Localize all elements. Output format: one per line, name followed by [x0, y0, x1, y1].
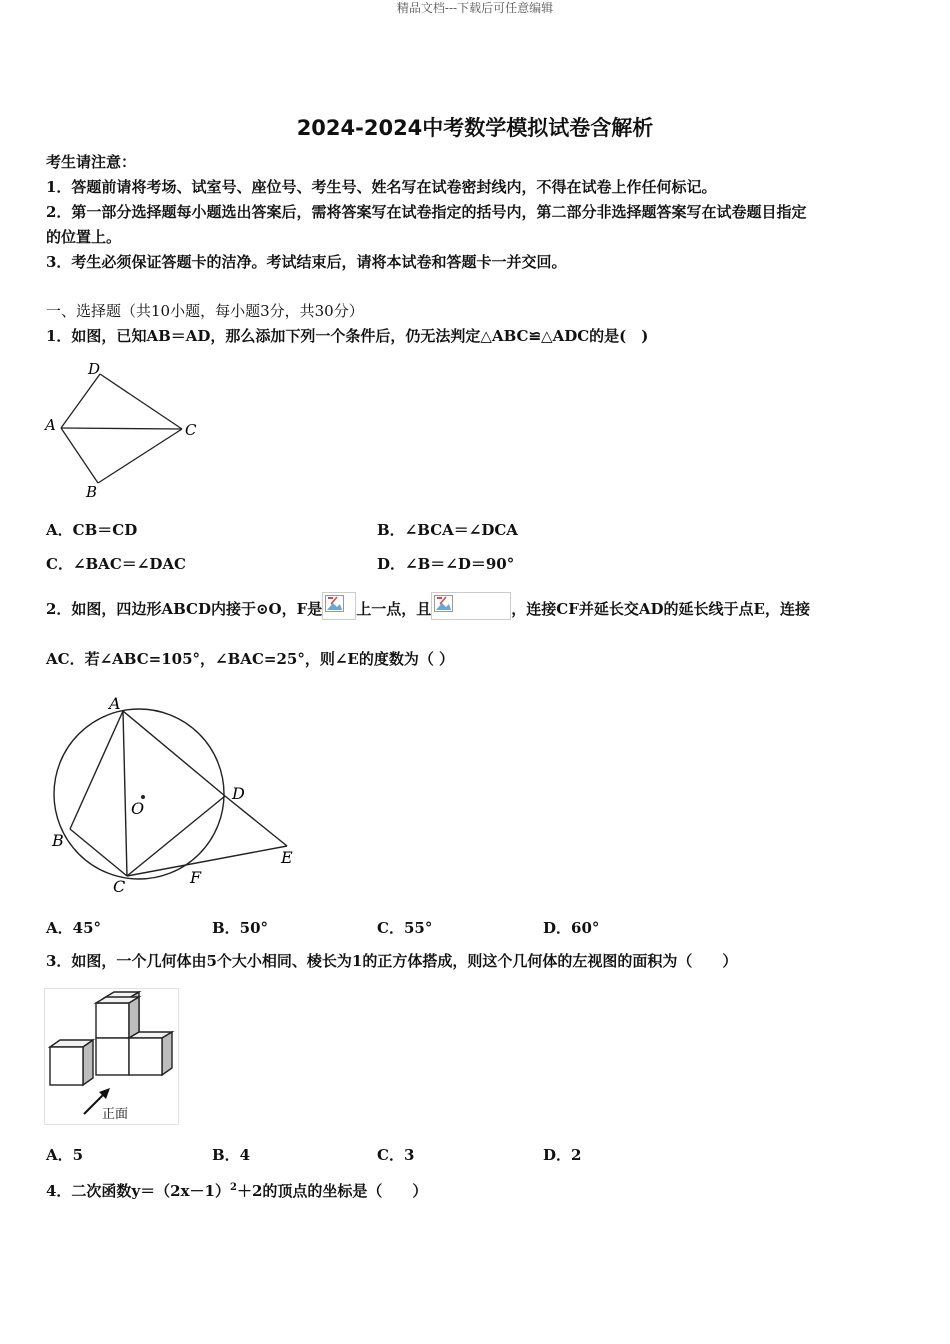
- q2-stem-line1: [46, 599, 810, 620]
- q2-label-a: A: [109, 694, 121, 713]
- q1-label-a: A: [45, 416, 56, 434]
- q3-front-label: 正面: [102, 1107, 129, 1122]
- page-title: 2024-2024中考数学模拟试卷含解析: [296, 116, 654, 140]
- q1-option-c[interactable]: C．∠BAC＝∠DAC: [46, 555, 186, 573]
- q4-stem-a: 4．二次函数y＝（2x－1）: [46, 1182, 230, 1200]
- q2-option-d[interactable]: D．60°: [543, 919, 600, 937]
- q3-figure: [44, 988, 180, 1126]
- q2-option-b[interactable]: B．50°: [212, 919, 269, 937]
- notice-heading: 考生请注意：: [46, 153, 137, 171]
- q1-option-a[interactable]: A．CB＝CD: [46, 521, 138, 539]
- q2-label-f: F: [190, 868, 202, 887]
- q2-label-b: B: [52, 831, 64, 850]
- q2-stem-line2: AC．若∠ABC=105°，∠BAC=25°，则∠E的度数为（ ）: [46, 650, 455, 668]
- q2-label-c: C: [113, 877, 126, 896]
- q3-stem: 3．如图，一个几何体由5个大小相同、棱长为1的正方体搭成，则这个几何体的左视图的面积为（ ）: [46, 952, 738, 970]
- broken-image-icon: [431, 592, 511, 620]
- q1-option-d[interactable]: D．∠B＝∠D＝90°: [377, 555, 515, 573]
- q2-label-d: D: [232, 784, 245, 803]
- q3-option-d[interactable]: D．2: [543, 1146, 582, 1164]
- notice-item-2: 2．第一部分选择题每小题选出答案后，需将答案写在试卷指定的括号内，第二部分非选择题答案写在试卷题目指定: [46, 203, 807, 221]
- q1-figure: [40, 358, 210, 503]
- notice-item-3: 3．考生必须保证答题卡的洁净。考试结束后，请将本试卷和答题卡一并交回。: [46, 253, 567, 271]
- q4-stem-b: ＋2的顶点的坐标是（ ）: [236, 1182, 428, 1200]
- q4-stem: [46, 1178, 427, 1201]
- q3-option-c[interactable]: C．3: [377, 1146, 415, 1164]
- q4-exponent: 2: [229, 1182, 237, 1193]
- q2-option-c[interactable]: C．55°: [377, 919, 433, 937]
- q3-option-b[interactable]: B．4: [212, 1146, 251, 1164]
- notice-item-1: 1．答题前请将考场、试室号、座位号、考生号、姓名写在试卷密封线内，不得在试卷上作任何标记。: [46, 178, 717, 196]
- q2-stem-b: 上一点，且: [356, 600, 432, 618]
- notice-item-2-cont: 的位置上。: [46, 228, 122, 246]
- q1-option-b[interactable]: B．∠BCA＝∠DCA: [377, 521, 518, 539]
- q2-stem-c: ，连接CF并延长交AD的延长线于点E，连接: [511, 600, 810, 618]
- q1-stem: 1．如图，已知AB＝AD，那么添加下列一个条件后，仍无法判定△ABC≌△ADC的是( ): [46, 327, 649, 345]
- q1-label-c: C: [185, 421, 197, 439]
- q1-label-b: B: [86, 483, 98, 501]
- broken-image-icon: [322, 592, 356, 620]
- q2-label-e: E: [281, 848, 293, 867]
- q3-option-a[interactable]: A．5: [46, 1146, 84, 1164]
- q2-option-a[interactable]: A．45°: [46, 919, 102, 937]
- q2-stem-a: 2．如图，四边形ABCD内接于⊙O，F是: [46, 600, 323, 618]
- q1-label-d: D: [88, 360, 101, 378]
- section-heading: 一、选择题（共10小题，每小题3分，共30分）: [46, 302, 364, 320]
- page-header: 精品文档---下载后可任意编辑: [396, 1, 554, 15]
- q2-label-o: O: [131, 799, 145, 818]
- q2-figure: [40, 690, 310, 900]
